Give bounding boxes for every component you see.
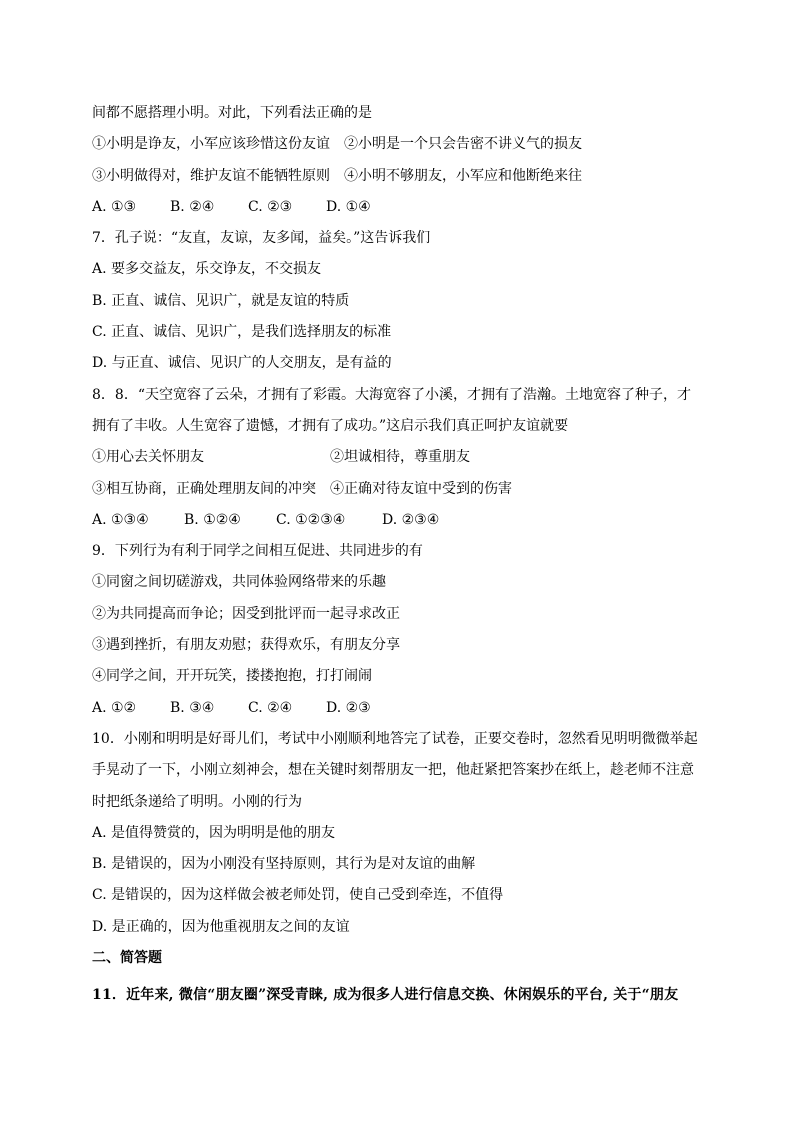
q8-option-b: B. ①②④: [184, 511, 241, 528]
q9-options: [92, 693, 712, 724]
q8-stem-line-1: 8．8．“天空宽容了云朵，才拥有了彩霞。大海宽容了小溪，才拥有了浩瀚。土地宽容了种子，才: [92, 386, 691, 403]
q7-option-a: A. 要多交益友，乐交诤友，不交损友: [92, 261, 322, 278]
q8-item-2: ②坦诚相待，尊重朋友: [330, 449, 470, 466]
q10-option-c: C. 是错误的，因为这样做会被老师处罚，使自己受到牵连，不值得: [92, 887, 504, 904]
q10-stem-line-2: 手晃动了一下，小刚立刻神会，想在关键时刻帮朋友一把，他赶紧把答案抄在纸上，趁老师不注意: [92, 762, 694, 779]
exam-page: [92, 98, 712, 1012]
q6-option-c: C. ②③: [248, 198, 293, 215]
q10-option-d: D. 是正确的，因为他重视朋友之间的友谊: [92, 918, 350, 935]
q8-option-d: D. ②③④: [382, 511, 440, 528]
q6-options: [92, 192, 712, 223]
q9-item-3: ③遇到挫折，有朋友劝慰；获得欢乐，有朋友分享: [92, 637, 400, 654]
q10-stem-line-1: 10．小刚和明明是好哥儿们，考试中小刚顺利地答完了试卷，正要交卷时，忽然看见明明微微举起: [92, 730, 698, 747]
q9-item-1: ①同窗之间切磋游戏，共同体验网络带来的乐趣: [92, 574, 386, 591]
q9-option-c: C. ②④: [248, 699, 293, 716]
q6-item-3: ③小明做得对，维护友谊不能牺牲原则: [92, 167, 330, 184]
q8-item-4: ④正确对待友谊中受到的伤害: [330, 480, 512, 497]
q7-stem: 7．孔子说：“友直，友谅，友多闻，益矣。”这告诉我们: [92, 230, 431, 247]
q6-items-row-1: [92, 129, 712, 160]
q6-item-2: ②小明是一个只会告密不讲义气的损友: [344, 136, 582, 153]
q9-option-d: D. ②③: [326, 699, 371, 716]
q8-items-row-1: [92, 442, 712, 473]
q6-item-1: ①小明是诤友，小军应该珍惜这份友谊: [92, 136, 330, 153]
q8-item-3: ③相互协商，正确处理朋友间的冲突: [92, 480, 316, 497]
q10-option-b: B. 是错误的，因为小刚没有坚持原则，其行为是对友谊的曲解: [92, 856, 476, 873]
q11-stem-line-1: 11．近年来, 微信“朋友圈”深受青睐, 成为很多人进行信息交换、休闲娱乐的平台, 关于“朋友: [92, 987, 679, 1004]
q8-option-c: C. ①②③④: [276, 511, 346, 528]
q8-option-a: A. ①③④: [92, 511, 149, 528]
q6-item-4: ④小明不够朋友，小军应和他断绝来往: [344, 167, 582, 184]
q7-option-b: B. 正直、诚信、见识广，就是友谊的特质: [92, 292, 350, 309]
q9-item-4: ④同学之间，开开玩笑，搂搂抱抱，打打闹闹: [92, 668, 372, 685]
q7-option-d: D. 与正直、诚信、见识广的人交朋友，是有益的: [92, 355, 392, 372]
q7-option-c: C. 正直、诚信、见识广，是我们选择朋友的标准: [92, 324, 392, 341]
q6-items-row-2: [92, 161, 712, 192]
q9-item-2: ②为共同提高而争论；因受到批评而一起寻求改正: [92, 605, 400, 622]
q9-stem: 9．下列行为有利于同学之间相互促进、共同进步的有: [92, 543, 423, 560]
q6-option-a: A. ①③: [92, 198, 137, 215]
q8-options: [92, 505, 712, 536]
q9-option-b: B. ③④: [170, 699, 215, 716]
q9-option-a: A. ①②: [92, 699, 137, 716]
q10-option-a: A. 是值得赞赏的，因为明明是他的朋友: [92, 824, 336, 841]
q8-stem-line-2: 拥有了丰收。人生宽容了遗憾，才拥有了成功。”这启示我们真正呵护友谊就要: [92, 417, 569, 434]
q6-option-b: B. ②④: [170, 198, 215, 215]
q8-item-1: ①用心去关怀朋友: [92, 449, 204, 466]
q6-stem-tail: 间都不愿搭理小明。对此，下列看法正确的是: [92, 105, 372, 121]
q6-option-d: D. ①④: [326, 198, 371, 215]
section-title-short-answer: 二、简答题: [92, 950, 162, 967]
q8-items-row-2: [92, 474, 712, 505]
q10-stem-line-3: 时把纸条递给了明明。小刚的行为: [92, 793, 302, 810]
